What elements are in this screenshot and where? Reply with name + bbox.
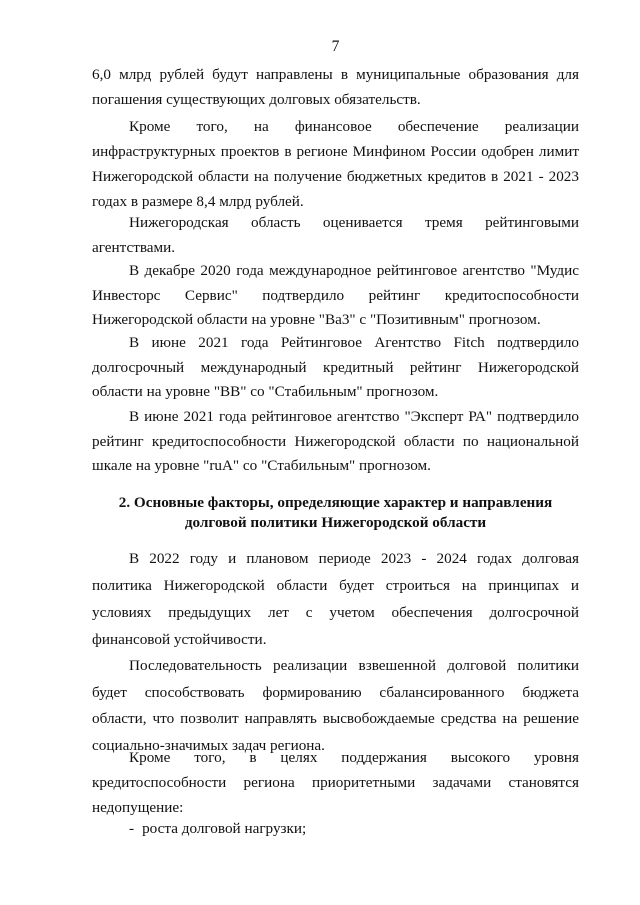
section-heading bbox=[92, 493, 579, 533]
paragraph-budget-credits: Кроме того, на финансовое обеспечение реализации инфраструктурных проектов в регионе Минфином России одобрен лимит Нижегородской области на получение бюджетных кредитов в 2021 - 2023 годах в размере 8,4 млрд рублей. bbox=[92, 118, 579, 210]
paragraph-municipal-debt: 6,0 млрд рублей будут направлены в муниципальные образования для погашения существующих долговых обязательств. bbox=[92, 66, 579, 108]
paragraph-rating-agencies: Нижегородская область оценивается тремя рейтинговыми агентствами. bbox=[92, 214, 579, 256]
paragraph-fitch-rating: В июне 2021 года Рейтинговое Агентство Fitch подтвердило долгосрочный международный кредитный рейтинг Нижегородской области на уровне "BB" со "Стабильным" прогнозом. bbox=[92, 334, 579, 400]
list-item bbox=[129, 816, 306, 841]
section-heading-line-2: долговой политики Нижегородской области bbox=[184, 514, 487, 531]
section-heading-line-1: 2. Основные факторы, определяющие характер и направления bbox=[118, 494, 553, 511]
paragraph-moodys-rating: В декабре 2020 года международное рейтинговое агентство "Мудис Инвесторс Сервис" подтвердило рейтинг кредитоспособности Нижегородской области на уровне "Ba3" с "Позитивным" прогнозом. bbox=[92, 262, 579, 328]
paragraph-debt-policy-principles: В 2022 году и плановом периоде 2023 - 2024 годах долговая политика Нижегородской области будет строиться на принципах и условиях предыдущих лет с учетом обеспечения долгосрочной финансовой устойчивости. bbox=[92, 550, 579, 648]
paragraph-balanced-budget: Последовательность реализации взвешенной долговой политики будет способствовать формированию сбалансированного бюджета области, что позволит направлять высвобождаемые средства на решение социально-значимых задач региона. bbox=[92, 657, 579, 754]
list-item-text: роста долговой нагрузки; bbox=[142, 820, 307, 837]
paragraph-priority-tasks: Кроме того, в целях поддержания высокого уровня кредитоспособности региона приоритетными задачами становятся недопущение: bbox=[92, 749, 579, 816]
paragraph-expert-ra-rating: В июне 2021 года рейтинговое агентство "Эксперт РА" подтвердило рейтинг кредитоспособности Нижегородской области по национальной шкале на уровне "ruA" со "Стабильным" прогнозом. bbox=[92, 408, 579, 474]
list-dash: - bbox=[129, 820, 135, 837]
page-number: 7 bbox=[331, 38, 340, 55]
